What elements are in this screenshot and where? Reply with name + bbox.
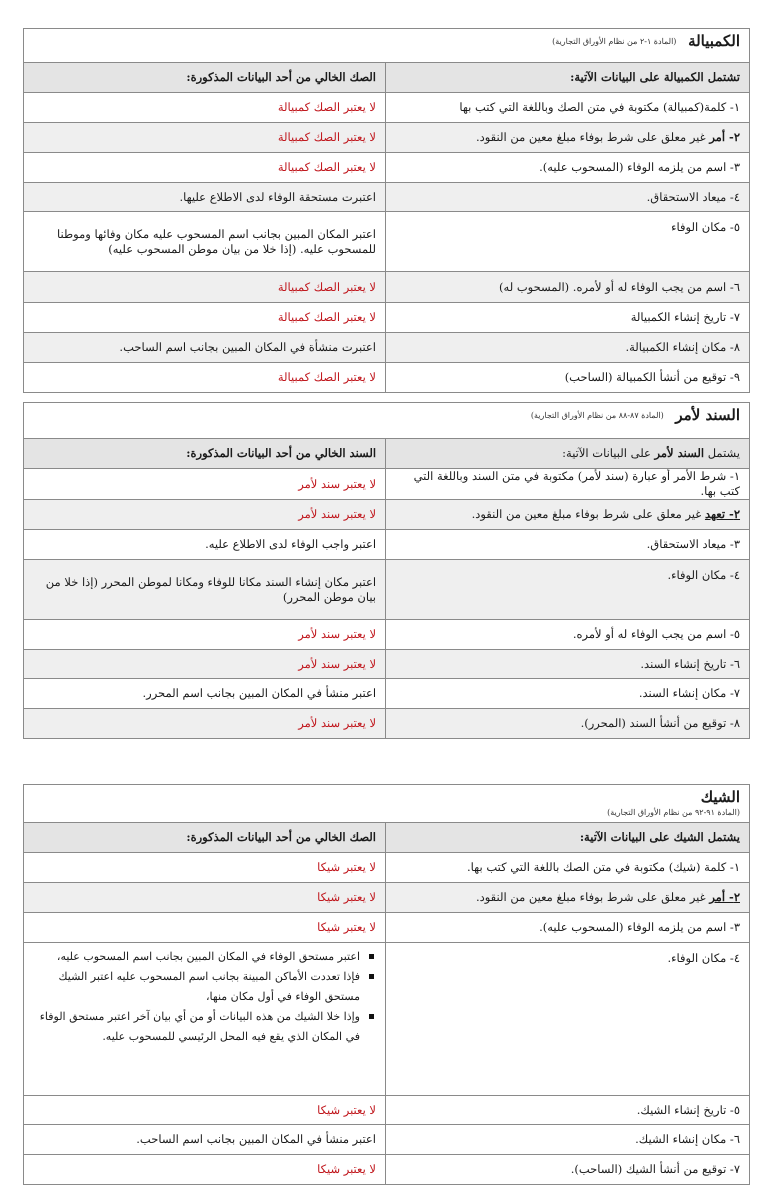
cheque-item-bold: ٢- أمر <box>709 890 740 904</box>
cheque-item <box>386 883 750 913</box>
kambiala-title: الكمبيالة <box>688 31 740 50</box>
kambiala-header-left: الصك الخالي من أحد البيانات المذكورة: <box>24 63 386 93</box>
table-row <box>24 913 750 943</box>
promissory-header-left: السند الخالي من أحد البيانات المذكورة: <box>24 439 386 469</box>
promissory-effect: لا يعتبر سند لأمر <box>24 709 386 739</box>
promissory-header-pre: يشتمل <box>704 446 741 460</box>
kambiala-table <box>23 28 750 393</box>
kambiala-item: ٥- مكان الوفاء <box>386 212 750 272</box>
cheque-subtitle: (المادة ٩١-٩٢ من نظام الأوراق التجارية) <box>607 808 740 817</box>
promissory-effect: لا يعتبر سند لأمر <box>24 469 386 500</box>
cheque-item: ٤- مكان الوفاء. <box>386 943 750 1096</box>
table-row <box>24 530 750 560</box>
table-row <box>24 303 750 333</box>
table-row <box>24 943 750 1096</box>
promissory-effect: اعتبر مكان إنشاء السند مكانا للوفاء ومكانا لموطن المحرر (إذا خلا من بيان موطن المحرر) <box>24 560 386 620</box>
table-row <box>24 333 750 363</box>
promissory-item: ٣- ميعاد الاستحقاق. <box>386 530 750 560</box>
kambiala-item: ٦- اسم من يجب الوفاء له أو لأمره. (المسحوب له) <box>386 272 750 303</box>
promissory-effect: لا يعتبر سند لأمر <box>24 500 386 530</box>
table-row <box>24 123 750 153</box>
promissory-effect: اعتبر منشأ في المكان المبين بجانب اسم المحرر. <box>24 679 386 709</box>
table-row <box>24 620 750 650</box>
list-item <box>33 1007 376 1047</box>
kambiala-effect: اعتبرت مستحقة الوفاء لدى الاطلاع عليها. <box>24 183 386 212</box>
cheque-effect: لا يعتبر شيكا <box>24 1155 386 1185</box>
kambiala-title-cell <box>24 29 750 63</box>
kambiala-effect: لا يعتبر الصك كمبيالة <box>24 303 386 333</box>
kambiala-effect: لا يعتبر الصك كمبيالة <box>24 363 386 393</box>
cheque-item: ٥- تاريخ إنشاء الشيك. <box>386 1096 750 1125</box>
kambiala-item <box>386 123 750 153</box>
table-row <box>24 469 750 500</box>
kambiala-effect: لا يعتبر الصك كمبيالة <box>24 93 386 123</box>
table-row <box>24 272 750 303</box>
cheque-title-cell <box>24 785 750 823</box>
promissory-header-right <box>386 439 750 469</box>
table-row <box>24 183 750 212</box>
promissory-item: ١- شرط الأمر أو عبارة (سند لأمر) مكتوبة في متن السند وباللغة التي كتب بها. <box>386 469 750 500</box>
promissory-header-bold: السند لأمر <box>654 446 705 460</box>
cheque-effect: اعتبر منشأ في المكان المبين بجانب اسم الساحب. <box>24 1125 386 1155</box>
promissory-effect: لا يعتبر سند لأمر <box>24 650 386 679</box>
kambiala-effect: لا يعتبر الصك كمبيالة <box>24 153 386 183</box>
kambiala-subtitle: (المادة ١-٢ من نظام الأوراق التجارية) <box>552 36 677 46</box>
kambiala-item: ٤- ميعاد الاستحقاق. <box>386 183 750 212</box>
table-row <box>24 709 750 739</box>
table-row <box>24 1125 750 1155</box>
table-row <box>24 853 750 883</box>
promissory-header-post: على البيانات الآتية: <box>562 446 655 460</box>
cheque-bullet-text: فإذا تعددت الأماكن المبينة بجانب اسم المسحوب عليه اعتبر الشيك مستحق الوفاء في أول مكان منها، <box>58 970 360 1003</box>
cheque-item: ٦- مكان إنشاء الشيك. <box>386 1125 750 1155</box>
cheque-effect: لا يعتبر شيكا <box>24 883 386 913</box>
promissory-item: ٧- مكان إنشاء السند. <box>386 679 750 709</box>
kambiala-item: ٨- مكان إنشاء الكمبيالة. <box>386 333 750 363</box>
cheque-item: ١- كلمة (شيك) مكتوبة في متن الصك باللغة التي كتب بها. <box>386 853 750 883</box>
cheque-effect: لا يعتبر شيكا <box>24 853 386 883</box>
table-row <box>24 1155 750 1185</box>
kambiala-item: ١- كلمة(كمبيالة) مكتوبة في متن الصك وباللغة التي كتب بها <box>386 93 750 123</box>
cheque-item: ٣- اسم من يلزمه الوفاء (المسحوب عليه). <box>386 913 750 943</box>
kambiala-effect: لا يعتبر الصك كمبيالة <box>24 272 386 303</box>
table-row <box>24 883 750 913</box>
bullet-square-icon <box>369 1014 374 1019</box>
bullet-square-icon <box>369 974 374 979</box>
table-row <box>24 1096 750 1125</box>
list-item <box>33 947 376 967</box>
kambiala-item: ٩- توقيع من أنشأ الكمبيالة (الساحب) <box>386 363 750 393</box>
kambiala-item-rest: غير معلق على شرط بوفاء مبلغ معين من النقود. <box>475 130 710 144</box>
promissory-item: ٨- توقيع من أنشأ السند (المحرر). <box>386 709 750 739</box>
cheque-header-right: يشتمل الشيك على البيانات الآتية: <box>386 823 750 853</box>
cheque-header-left: الصك الخالي من أحد البيانات المذكورة: <box>24 823 386 853</box>
kambiala-item: ٣- اسم من يلزمه الوفاء (المسحوب عليه). <box>386 153 750 183</box>
table-row <box>24 650 750 679</box>
table-row <box>24 679 750 709</box>
promissory-title: السند لأمر <box>675 405 741 424</box>
kambiala-effect: اعتبرت منشأة في المكان المبين بجانب اسم الساحب. <box>24 333 386 363</box>
table-row <box>24 560 750 620</box>
kambiala-item: ٧- تاريخ إنشاء الكمبيالة <box>386 303 750 333</box>
promissory-effect: اعتبر واجب الوفاء لدى الاطلاع عليه. <box>24 530 386 560</box>
promissory-item: ٤- مكان الوفاء. <box>386 560 750 620</box>
list-item <box>33 967 376 1007</box>
promissory-item: ٥- اسم من يجب الوفاء له أو لأمره. <box>386 620 750 650</box>
cheque-bullet-text: وإذا خلا الشيك من هذه البيانات أو من أي بيان آخر اعتبر مستحق الوفاء في المكان الذي يقع فيه المحل الرئيسي للمسحوب عليه. <box>39 1010 360 1043</box>
kambiala-item-bold: ٢- أمر <box>709 130 740 144</box>
table-row <box>24 153 750 183</box>
promissory-title-cell <box>24 403 750 439</box>
cheque-effect: لا يعتبر شيكا <box>24 913 386 943</box>
promissory-table <box>23 402 750 739</box>
kambiala-effect: لا يعتبر الصك كمبيالة <box>24 123 386 153</box>
promissory-item <box>386 500 750 530</box>
cheque-table <box>23 784 750 1185</box>
kambiala-header-right: تشتمل الكمبيالة على البيانات الآتية: <box>386 63 750 93</box>
bullet-square-icon <box>369 954 374 959</box>
cheque-effect-list <box>24 943 386 1096</box>
cheque-bullet-list <box>33 947 376 1047</box>
cheque-title: الشيك <box>700 787 740 806</box>
promissory-subtitle: (المادة ٨٧-٨٨ من نظام الأوراق التجارية) <box>530 410 664 420</box>
promissory-item: ٦- تاريخ إنشاء السند. <box>386 650 750 679</box>
kambiala-effect: اعتبر المكان المبين بجانب اسم المسحوب عليه مكان وفائها وموطنا للمسحوب عليه. (إذا خلا من بيان موطن المسحوب عليه) <box>24 212 386 272</box>
table-row <box>24 500 750 530</box>
table-row <box>24 363 750 393</box>
cheque-bullet-text: اعتبر مستحق الوفاء في المكان المبين بجانب اسم المسحوب عليه، <box>56 950 360 963</box>
promissory-item-bold: ٢- تعهد <box>704 507 741 521</box>
table-row <box>24 93 750 123</box>
cheque-item-rest: غير معلق على شرط بوفاء مبلغ معين من النقود. <box>475 890 710 904</box>
table-row <box>24 212 750 272</box>
promissory-effect: لا يعتبر سند لأمر <box>24 620 386 650</box>
cheque-effect: لا يعتبر شيكا <box>24 1096 386 1125</box>
cheque-item: ٧- توقيع من أنشأ الشيك (الساحب). <box>386 1155 750 1185</box>
promissory-item-rest: غير معلق على شرط بوفاء مبلغ معين من النقود. <box>471 507 705 521</box>
